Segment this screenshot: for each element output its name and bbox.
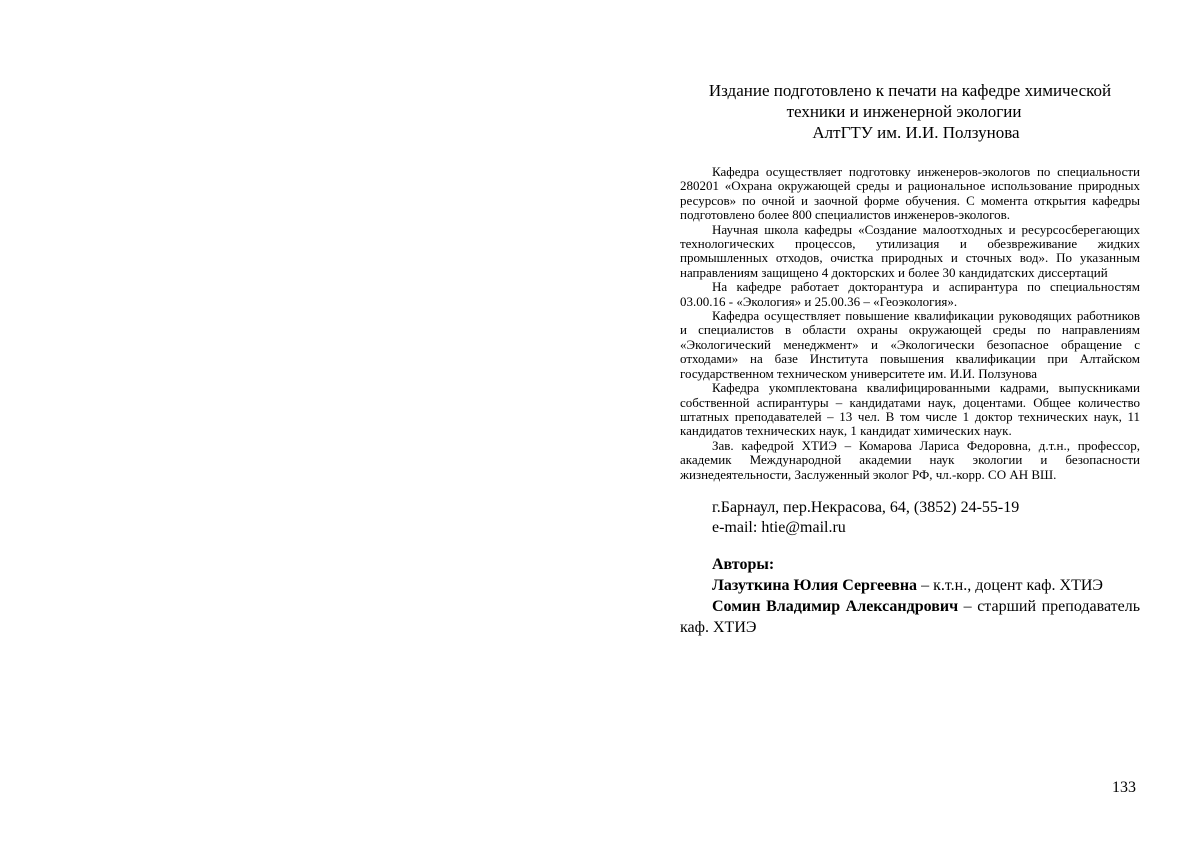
author-entry [680,575,1140,596]
author-name: Лазуткина Юлия Сергеевна [712,576,918,594]
authors-title: Авторы: [712,555,775,573]
email-line: e-mail: htie@mail.ru [712,518,846,536]
authors-section [680,554,1140,638]
header-line-1: Издание подготовлено к печати на кафедре химической [708,81,1112,100]
publication-header [680,80,1140,143]
contact-address [680,498,1140,538]
paragraph: Кафедра осуществляет повышение квалификации руководящих работников и специалистов в области охраны окружающей среды по направлениям «Экологический менеджмент» и «Экологически безопасное обращение с отходами» на базе Института повышения квалификации при Алтайском государственном техническом университете им. И.И. Ползунова [680,308,1140,381]
paragraph: Зав. кафедрой ХТИЭ – Комарова Лариса Федоровна, д.т.н., профессор, академик Международной академии наук экологии и безопасности жизнедеятельности, Заслуженный эколог РФ, чл.-корр. СО АН ВШ. [680,437,1140,482]
header-line-3: АлтГТУ им. И.И. Ползунова [812,123,1020,142]
author-role: – к.т.н., доцент каф. ХТИЭ [917,576,1103,594]
paragraph: На кафедре работает докторантура и аспирантура по специальностям 03.00.16 - «Экология» и 25.00.36 – «Геоэкология». [680,279,1140,309]
address-line: г.Барнаул, пер.Некрасова, 64, (3852) 24-55-19 [712,498,1020,516]
page-number: 133 [1112,779,1136,796]
paragraph: Кафедра осуществляет подготовку инженеров-экологов по специальности 280201 «Охрана окружающей среды и рациональное использование природных ресурсов» по очной и заочной форме обучения. С момента открытия кафедры подготовлено более 800 специалистов инженеров-экологов. [680,164,1140,223]
author-role: – старший преподаватель каф. ХТИЭ [680,597,1140,636]
paragraph: Научная школа кафедры «Создание малоотходных и ресурсосберегающих технологических процессов, утилизация и обезвреживание жидких промышленных отходов, очистка природных и сточных вод». По указанным направлениям защищено 4 докторских и более 30 кандидатских диссертаций [680,221,1140,280]
author-name: Сомин Владимир Александрович [712,597,959,615]
paragraph: Кафедра укомплектована квалифицированными кадрами, выпускниками собственной аспирантуры – кандидатами наук, доцентами. Общее количество штатных преподавателей – 13 чел. В том числе 1 доктор технических наук, 11 кандидатов технических наук, 1 кандидат химических наук. [680,380,1140,439]
header-line-2: техники и инженерной экологии [786,102,1022,121]
author-entry [680,596,1140,638]
department-description [680,165,1140,482]
page-content [680,80,1140,638]
